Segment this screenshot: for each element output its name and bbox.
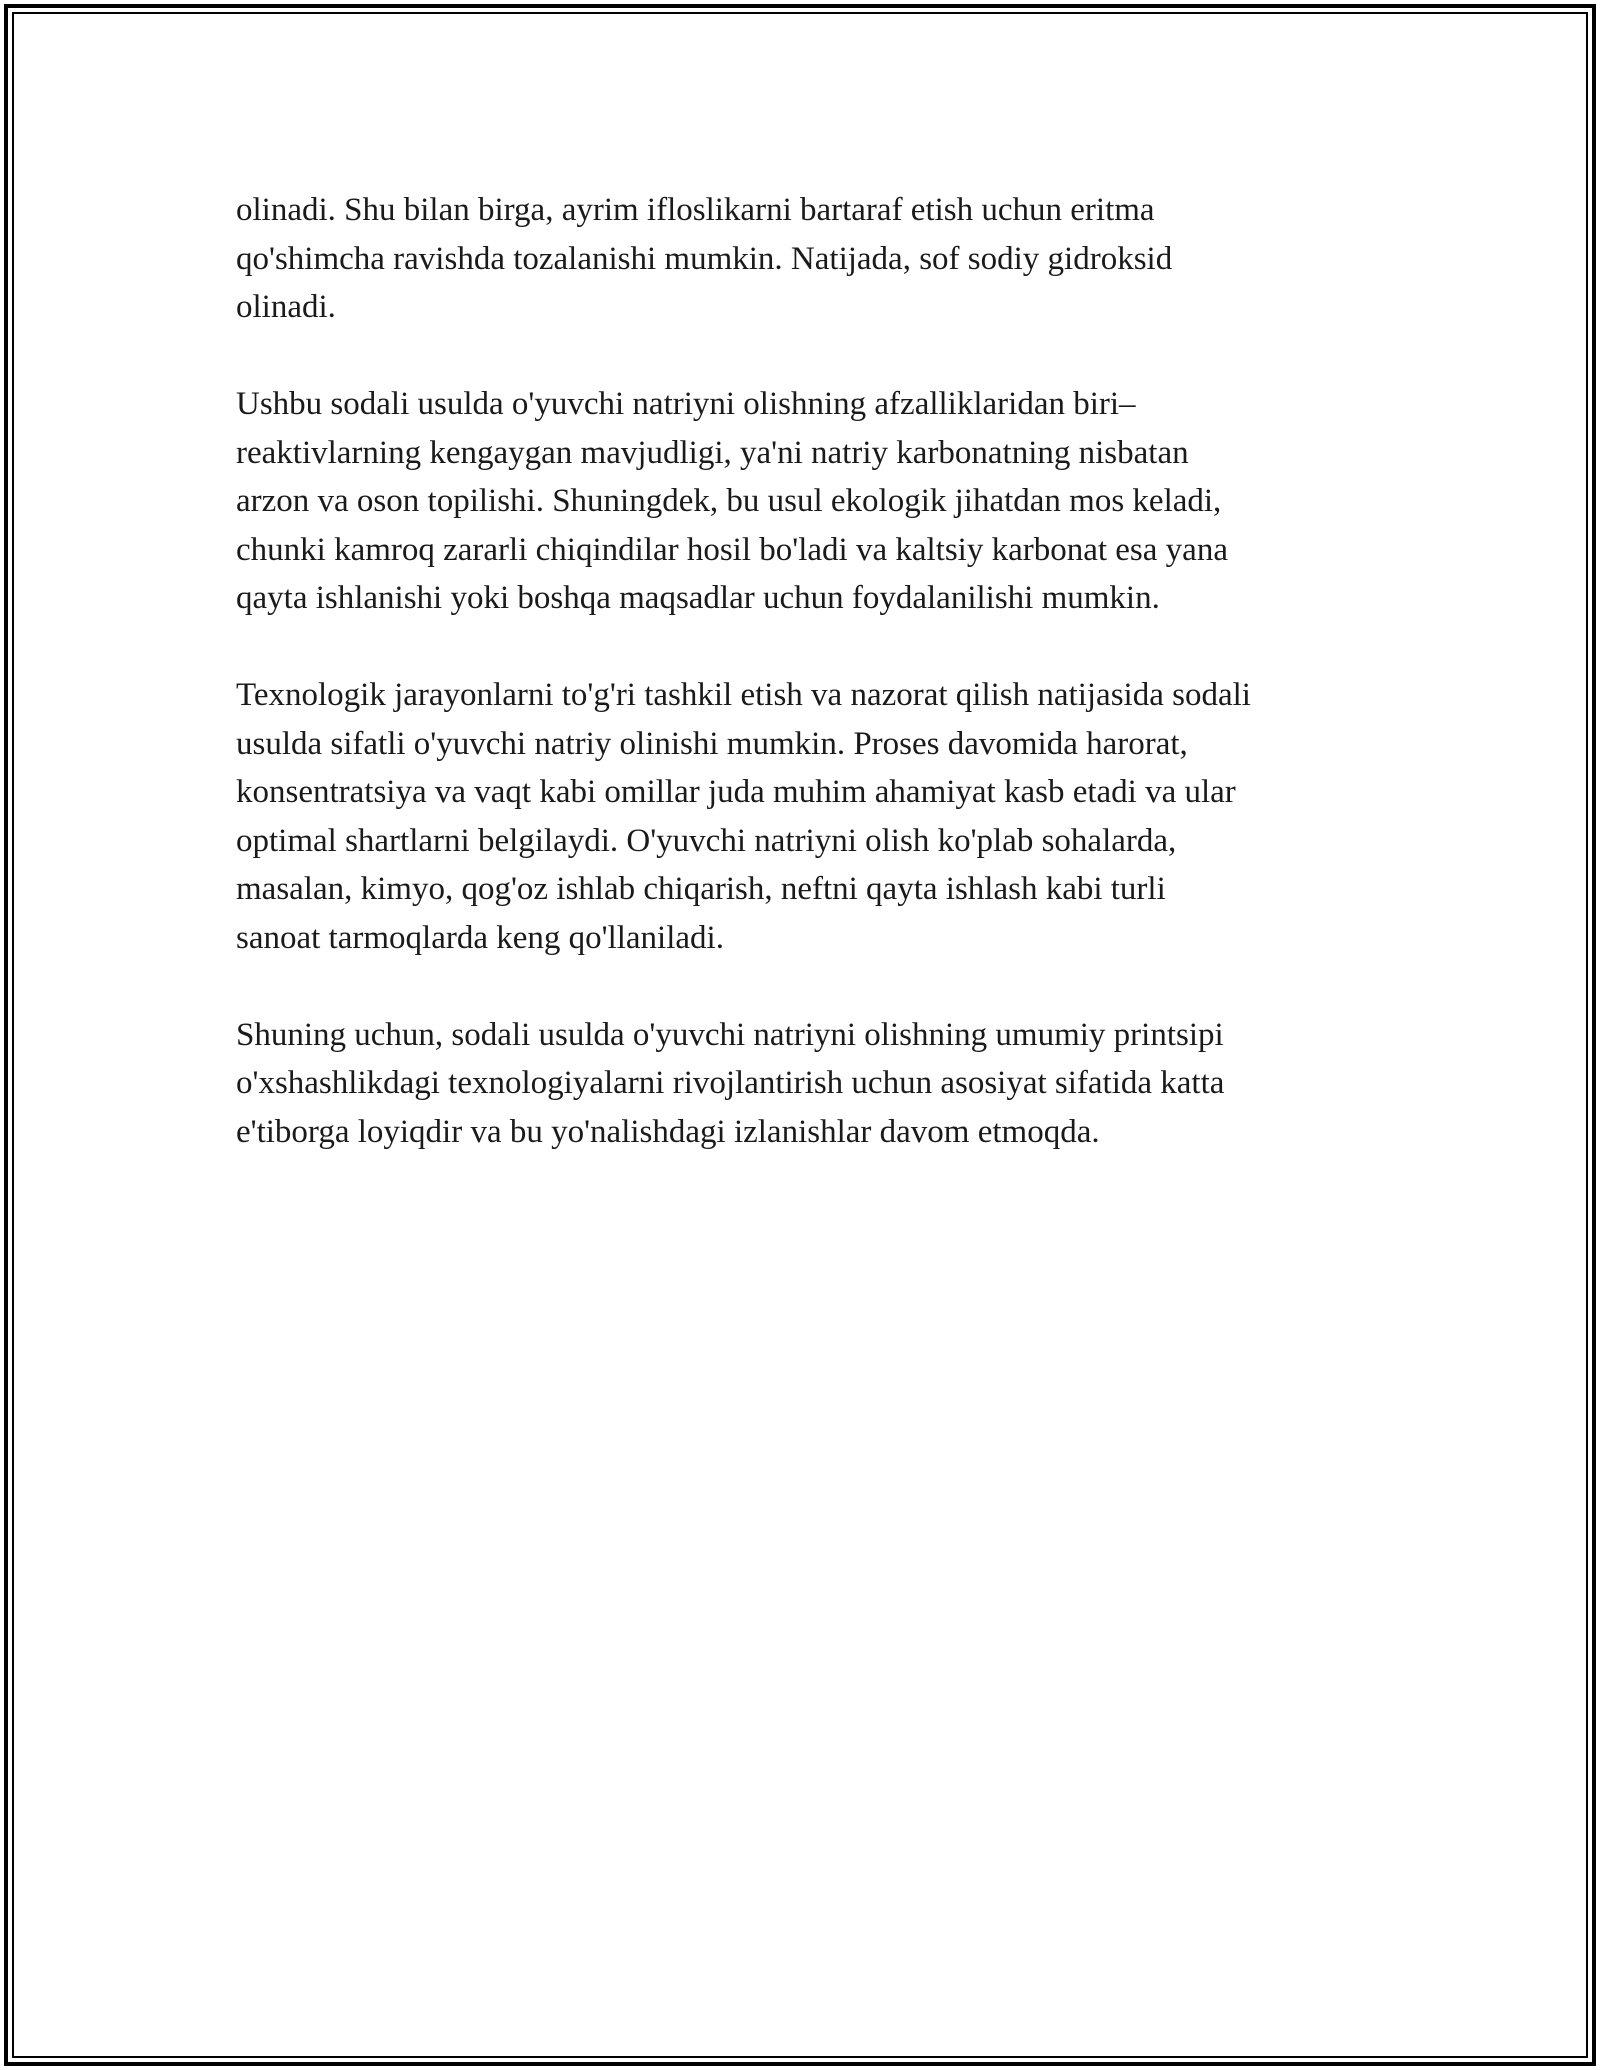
text-line: qayta ishlanishi yoki boshqa maqsadlar uchun foydalanilishi mumkin. (236, 580, 1160, 616)
text-line: e'tiborga loyiqdir va bu yo'nalishdagi izlanishlar davom etmoqda. (236, 1113, 1100, 1150)
paragraph-3 (236, 671, 1386, 962)
text-line: qo'shimcha ravishda tozalanishi mumkin. Natijada, sof sodiy gidroksid (236, 240, 1173, 277)
text-line: reaktivlarning kengaygan mavjudligi, ya'ni natriy karbonatning nisbatan (236, 434, 1189, 471)
text-line: chunki kamroq zararli chiqindilar hosil bo'ladi va kaltsiy karbonat esa yana (236, 531, 1228, 568)
paragraph-1 (236, 186, 1386, 332)
text-line: optimal shartlarni belgilaydi. O'yuvchi natriyni olish ko'plab sohalarda, (236, 822, 1177, 859)
text-line: olinadi. Shu bilan birga, ayrim ifloslikarni bartaraf etish uchun eritma (236, 192, 1155, 228)
document-body (236, 186, 1386, 1205)
text-line: arzon va oson topilishi. Shuningdek, bu usul ekologik jihatdan mos keladi, (236, 483, 1222, 519)
text-line: Ushbu sodali usulda o'yuvchi natriyni olishning afzalliklaridan biri– (236, 386, 1136, 422)
paragraph-4 (236, 1011, 1386, 1157)
text-line: o'xshashlikdagi texnologiyalarni rivojlantirish uchun asosiyat sifatida katta (236, 1065, 1225, 1101)
text-line: sanoat tarmoqlarda keng qo'llaniladi. (236, 919, 724, 956)
text-line: Shuning uchun, sodali usulda o'yuvchi natriyni olishning umumiy printsipi (236, 1016, 1224, 1053)
paragraph-2 (236, 380, 1386, 623)
text-line: olinadi. (236, 289, 336, 325)
text-line: usulda sifatli o'yuvchi natriy olinishi mumkin. Proses davomida harorat, (236, 725, 1188, 762)
text-line: konsentratsiya va vaqt kabi omillar juda muhim ahamiyat kasb etadi va ular (236, 774, 1236, 810)
text-line: Texnologik jarayonlarni to'g'ri tashkil etish va nazorat qilish natijasida sodali (236, 677, 1251, 713)
text-line: masalan, kimyo, qog'oz ishlab chiqarish, neftni qayta ishlash kabi turli (236, 871, 1166, 907)
